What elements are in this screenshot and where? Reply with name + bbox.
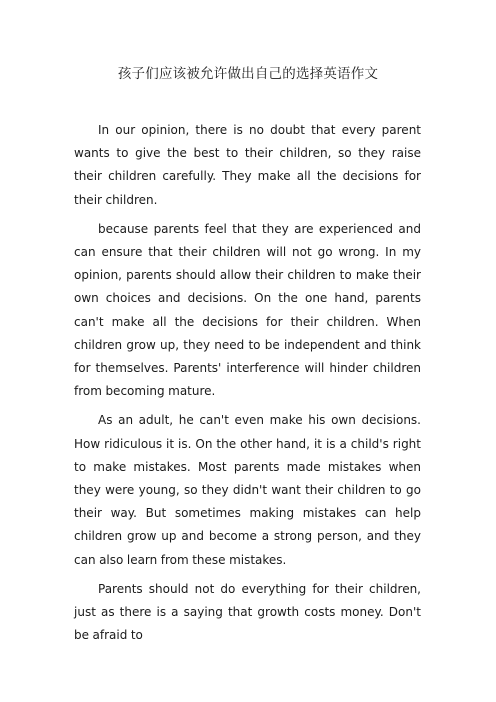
document-title: 孩子们应该被允许做出自己的选择英语作文 (117, 66, 379, 82)
paragraph-3: As an adult, he can't even make his own decisions. How ridiculous it is. On the other hand, it is a child's right to make mistakes. Most parents made mistakes when they were young, so they didn't want their children to go their way. But sometimes making mistakes can help children grow up and become a strong person, and they can also learn from these mistakes. (74, 413, 421, 567)
paragraph-1: In our opinion, there is no doubt that every parent wants to give the best to their children, so they raise their children carefully. They make all the decisions for their children. (74, 123, 421, 207)
paragraph-2: because parents feel that they are experienced and can ensure that their children will not go wrong. In my opinion, parents should allow their children to make their own choices and decisions. On the one hand, parents can't make all the decisions for their children. When children grow up, they need to be independent and think for themselves. Parents' interference will hinder children from becoming mature. (74, 221, 421, 399)
document-body (74, 119, 421, 653)
paragraph-4: Parents should not do everything for their children, just as there is a saying that growth costs money. Don't be afraid to (74, 581, 421, 643)
